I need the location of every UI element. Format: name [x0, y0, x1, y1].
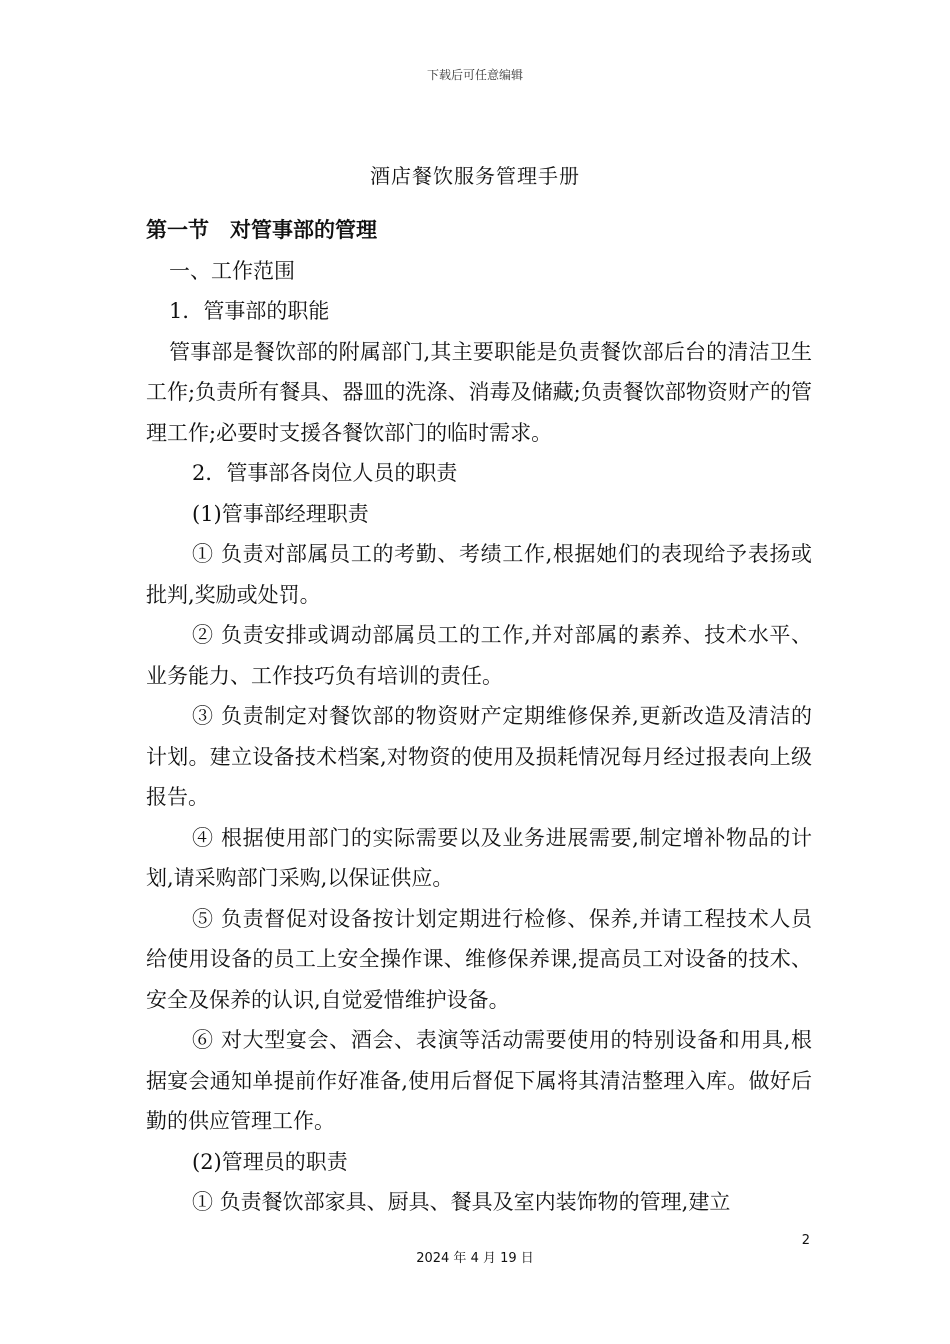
manager-duty-item: ① 负责对部属员工的考勤、考绩工作,根据她们的表现给予表扬或批判,奖励或处罚。 — [146, 542, 812, 607]
document-body — [146, 210, 812, 1223]
paragraph-function: 管事部是餐饮部的附属部门,其主要职能是负责餐饮部后台的清洁卫生工作;负责所有餐具、器皿的洗涤、消毒及储藏;负责餐饮部物资财产的管理工作;必要时支援各餐饮部门的临时需求。 — [146, 339, 812, 445]
manager-duty-item: ② 负责安排或调动部属员工的工作,并对部属的素养、技术水平、业务能力、工作技巧负有培训的责任。 — [146, 623, 812, 688]
section-heading: 第一节 对管事部的管理 — [146, 217, 377, 242]
manager-duty-item: ④ 根据使用部门的实际需要以及业务进展需要,制定增补物品的计划,请采购部门采购,以保证供应。 — [146, 825, 812, 890]
page-number: 2 — [801, 1233, 810, 1248]
page-footer-date: 2024 年 4 月 19 日 — [416, 1251, 534, 1266]
subheading-work-scope: 一、工作范围 — [169, 258, 295, 283]
admin-duty-item: ① 负责餐饮部家具、厨具、餐具及室内装饰物的管理,建立 — [192, 1190, 731, 1214]
page-header: 下载后可任意编辑 — [426, 68, 523, 82]
document-title: 酒店餐饮服务管理手册 — [370, 164, 580, 188]
subheading-admin-duties: (2)管理员的职责 — [192, 1149, 348, 1174]
manager-duty-item: ⑤ 负责督促对设备按计划定期进行检修、保养,并请工程技术人员给使用设备的员工上安全操作课、维修保养课,提高员工对设备的技术、安全及保养的认识,自觉爱惜维护设备。 — [146, 906, 812, 1012]
manager-duty-item: ③ 负责制定对餐饮部的物资财产定期维修保养,更新改造及清洁的计划。建立设备技术档案,对物资的使用及损耗情况每月经过报表向上级报告。 — [146, 704, 812, 809]
subheading-manager-duties: (1)管事部经理职责 — [192, 501, 369, 526]
manager-duty-item: ⑥ 对大型宴会、酒会、表演等活动需要使用的特别设备和用具,根据宴会通知单提前作好准备,使用后督促下属将其清洁整理入库。做好后勤的供应管理工作。 — [146, 1028, 812, 1133]
subheading-duties: 2．管事部各岗位人员的职责 — [192, 461, 458, 485]
subheading-function: 1．管事部的职能 — [169, 299, 330, 323]
